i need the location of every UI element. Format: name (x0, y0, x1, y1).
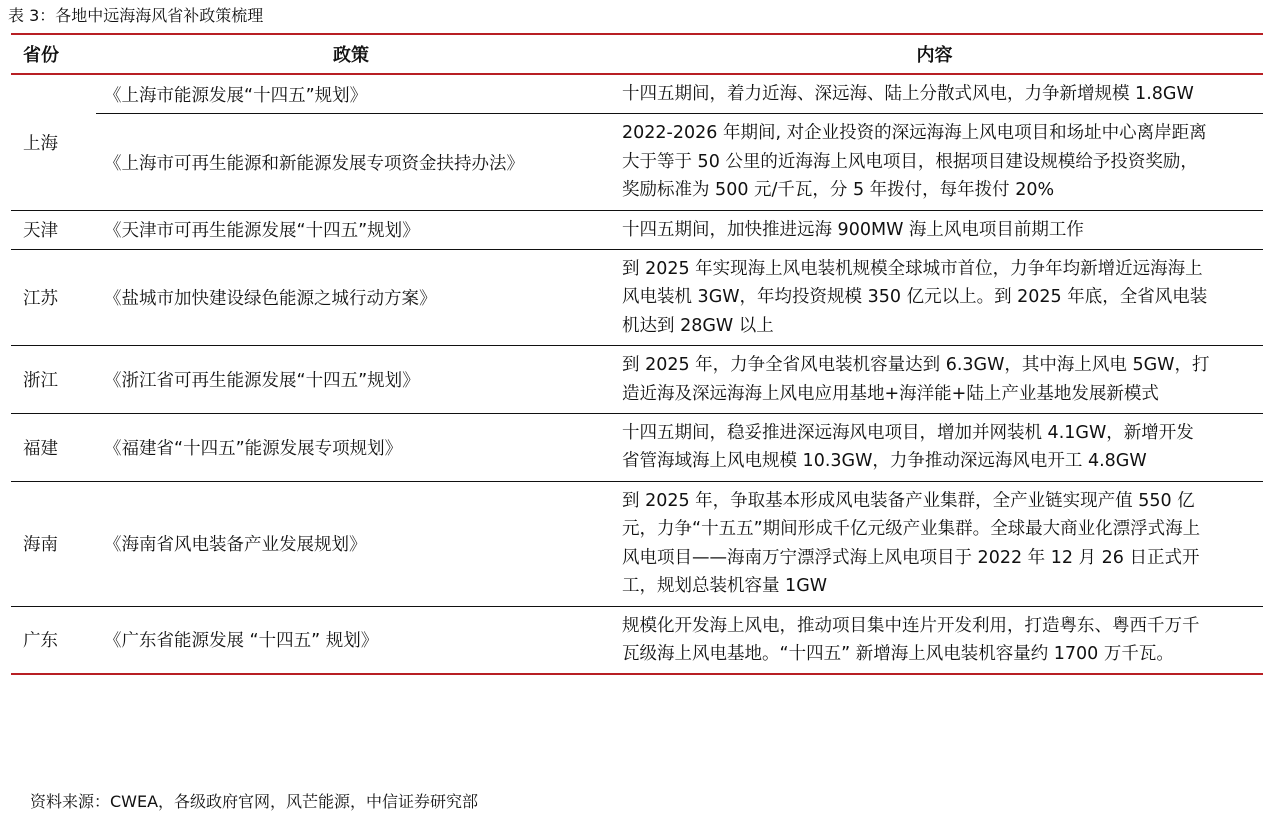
table-row (11, 210, 1263, 249)
content-line: 十四五期间，着力近海、深远海、陆上分散式风电，力争新增规模 1.8GW (622, 84, 1194, 104)
policy-cell: 《盐城市加快建设绿色能源之城行动方案》 (96, 250, 606, 346)
content-cell (606, 114, 1263, 210)
content-cell (606, 250, 1263, 346)
policy-cell: 《海南省风电装备产业发展规划》 (96, 481, 606, 606)
table-row (11, 606, 1263, 674)
province-cell: 上海 (11, 74, 96, 210)
content-cell (606, 481, 1263, 606)
content-line: 工，规划总装机容量 1GW (622, 576, 828, 597)
table-row (11, 74, 1263, 114)
content-cell (606, 210, 1263, 249)
header-policy: 政策 (333, 45, 369, 66)
table-row (11, 414, 1263, 482)
content-cell (606, 414, 1263, 482)
province-cell: 福建 (11, 414, 96, 482)
policy-cell: 《上海市能源发展“十四五”规划》 (96, 74, 606, 114)
content-line: 风电装机 3GW，年均投资规模 350 亿元以上。到 2025 年底，全省风电装 (622, 287, 1208, 308)
policy-cell: 《浙江省可再生能源发展“十四五”规划》 (96, 346, 606, 414)
table-row (11, 346, 1263, 414)
table-body (11, 74, 1263, 674)
source-note: 资料来源：CWEA，各级政府官网，风芒能源，中信证券研究部 (30, 792, 479, 811)
content-cell (606, 606, 1263, 674)
content-line: 省管海域海上风电规模 10.3GW，力争推动深远海风电开工 4.8GW (622, 451, 1147, 472)
province-cell: 江苏 (11, 250, 96, 346)
content-line: 风电项目——海南万宁漂浮式海上风电项目于 2022 年 12 月 26 日正式开 (622, 547, 1200, 568)
content-line: 到 2025 年实现海上风电装机规模全球城市首位，力争年均新增近远海海上 (622, 259, 1203, 280)
header-content: 内容 (916, 45, 953, 66)
content-line: 到 2025 年，争取基本形成风电装备产业集群，全产业链实现产值 550 亿 (622, 490, 1195, 511)
policy-cell: 《天津市可再生能源发展“十四五”规划》 (96, 210, 606, 249)
content-line: 十四五期间，稳妥推进深远海风电项目，增加并网装机 4.1GW，新增开发 (622, 423, 1194, 444)
policy-cell: 《上海市可再生能源和新能源发展专项资金扶持办法》 (96, 114, 606, 210)
province-cell: 浙江 (11, 346, 96, 414)
content-line: 大于等于 50 公里的近海海上风电项目，根据项目建设规模给予投资奖励， (622, 151, 1198, 172)
content-line: 造近海及深远海海上风电应用基地+海洋能+陆上产业基地发展新模式 (622, 383, 1159, 404)
table-caption: 表 3：各地中远海海风省补政策梳理 (8, 6, 264, 25)
table-row (11, 481, 1263, 606)
content-line: 十四五期间，加快推进远海 900MW 海上风电项目前期工作 (622, 219, 1084, 240)
content-line: 机达到 28GW 以上 (622, 315, 774, 336)
table-row (11, 114, 1263, 210)
header-province: 省份 (23, 45, 59, 66)
content-line: 规模化开发海上风电，推动项目集中连片开发利用，打造粤东、粤西千万千 (622, 615, 1200, 636)
content-line: 到 2025 年，力争全省风电装机容量达到 6.3GW，其中海上风电 5GW，打 (622, 355, 1210, 376)
policy-cell: 《广东省能源发展 “十四五” 规划》 (96, 606, 606, 674)
content-cell (606, 74, 1263, 114)
content-line: 2022-2026 年期间, 对企业投资的深远海海上风电项目和场址中心离岸距离 (622, 123, 1207, 144)
content-line: 奖励标准为 500 元/千瓦，分 5 年拨付，每年拨付 20% (622, 180, 1055, 201)
content-line: 元，力争“十五五”期间形成千亿元级产业集群。全球最大商业化漂浮式海上 (622, 519, 1201, 540)
province-cell: 广东 (11, 606, 96, 674)
policy-table (11, 33, 1263, 675)
content-line: 瓦级海上风电基地。“十四五” 新增海上风电装机容量约 1700 万千瓦。 (622, 643, 1174, 664)
table-row (11, 250, 1263, 346)
policy-cell: 《福建省“十四五”能源发展专项规划》 (96, 414, 606, 482)
province-cell: 海南 (11, 481, 96, 606)
province-cell: 天津 (11, 210, 96, 249)
table-header-row (11, 34, 1263, 74)
content-cell (606, 346, 1263, 414)
